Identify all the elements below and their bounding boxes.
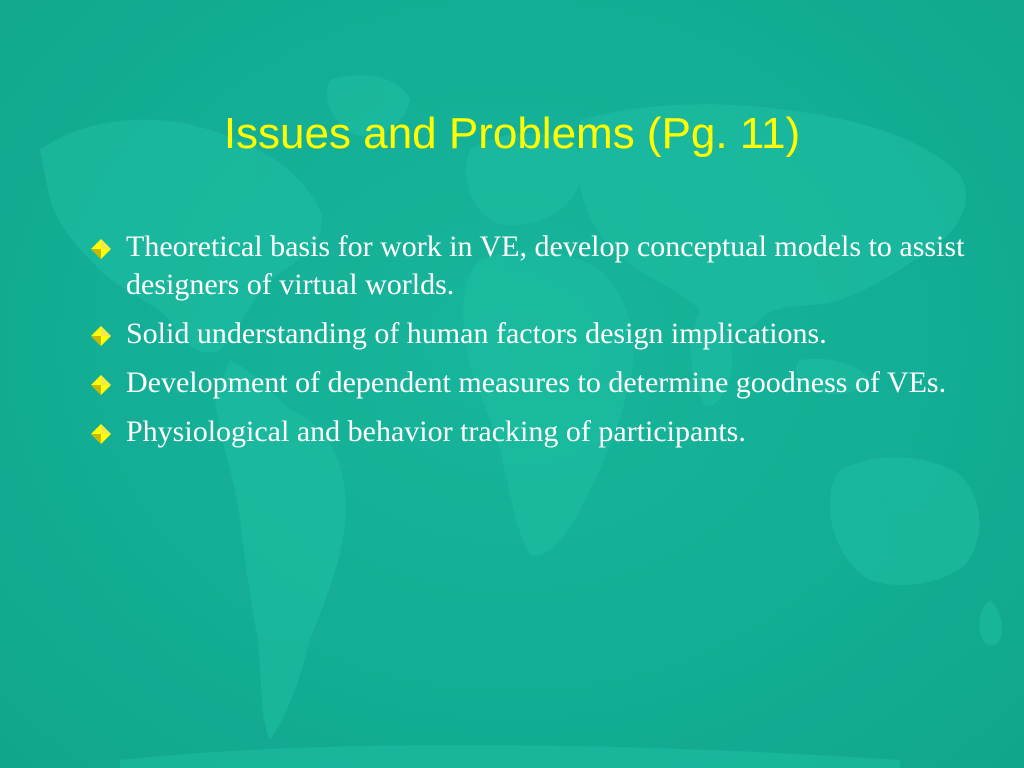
list-item xyxy=(88,228,968,304)
bullet-text: Solid understanding of human factors design implications. xyxy=(126,317,827,350)
bullet-text: Theoretical basis for work in VE, develop conceptual models to assist designers of virtual worlds. xyxy=(126,230,965,301)
slide-title: Issues and Problems (Pg. 11) xyxy=(223,109,801,158)
bullet-list xyxy=(88,228,968,462)
diamond-bullet-icon xyxy=(90,238,112,260)
list-item xyxy=(88,364,968,402)
bullet-text: Physiological and behavior tracking of participants. xyxy=(126,415,746,448)
list-item xyxy=(88,413,968,451)
diamond-bullet-icon xyxy=(90,423,112,445)
bullet-text: Development of dependent measures to determine goodness of VEs. xyxy=(126,366,947,399)
diamond-bullet-icon xyxy=(90,374,112,396)
diamond-bullet-icon xyxy=(90,325,112,347)
list-item xyxy=(88,315,968,353)
